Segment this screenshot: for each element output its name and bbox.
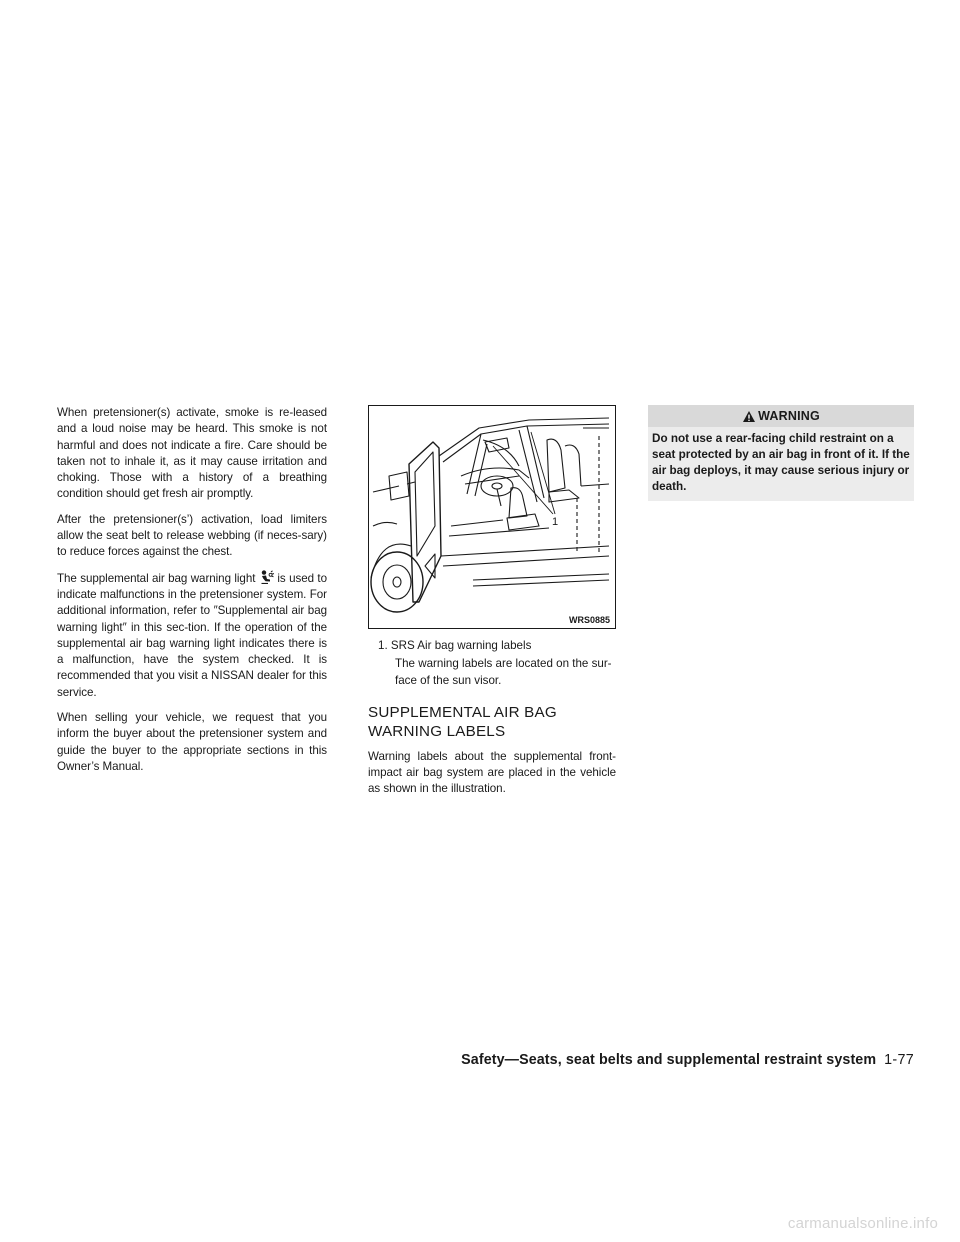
section-heading [368,703,616,741]
middle-column [368,405,616,807]
selling-vehicle-paragraph: When selling your vehicle, we request that you inform the buyer about the pretensioner system and guide the buyer to the appropriate sections in this Owner’s Manual. [57,711,327,773]
warning-light-text-before: The supplemental air bag warning light [57,571,256,585]
left-column [57,405,327,784]
right-column [648,405,914,501]
warning-light-text-after: is used to indicate malfunctions in the pretensioner system. For additional information, refer to ″Supplemental air bag warning light″ in this sec-tion. If the operation of the supplemental air bag warning light indicates there is a malfunction, have the system checked. It is recommended that you visit a NISSAN dealer for this service. [57,571,327,699]
section-heading-line2: WARNING LABELS [368,722,506,740]
warning-text: Do not use a rear-facing child restraint on a seat protected by an air bag in front of it. If the air bag deploys, it may cause serious injury or death. [648,427,914,501]
pretensioner-smoke-paragraph: When pretensioner(s) activate, smoke is re-leased and a loud noise may be heard. This smoke is not harmful and does not indicate a fire. Care should be taken not to inhale it, as it may cause irritation and choking. Those with a history of a breathing condition should get fresh air promptly. [57,406,327,501]
watermark: carmanualsonline.info [787,1215,938,1232]
warning-title: WARNING [758,409,820,423]
caption-description: The warning labels are located on the sur-face of the sun visor. [395,657,612,687]
footer-section-title: Safety—Seats, seat belts and supplemental restraint system [461,1052,877,1068]
load-limiter-paragraph: After the pretensioner(s’) activation, load limiters allow the seat belt to release webbing (if neces-sary) to reduce forces against the chest. [57,512,327,559]
caption-item: 1. SRS Air bag warning labels [378,639,532,652]
page-number: 1-77 [884,1052,914,1068]
warning-light-paragraph [57,570,327,701]
vehicle-illustration [368,405,616,629]
airbag-warning-light-icon [259,570,275,584]
warning-triangle-icon [742,410,756,423]
vehicle-interior-drawing [369,406,615,628]
figure-code: WRS0885 [568,615,610,625]
warning-labels-paragraph: Warning labels about the supplemental front-impact air bag system are placed in the vehicle as shown in the illustration. [368,749,616,796]
callout-number: 1 [552,516,559,528]
page-footer [0,1051,914,1069]
section-heading-line1: SUPPLEMENTAL AIR BAG [368,703,557,721]
warning-header [648,405,914,427]
